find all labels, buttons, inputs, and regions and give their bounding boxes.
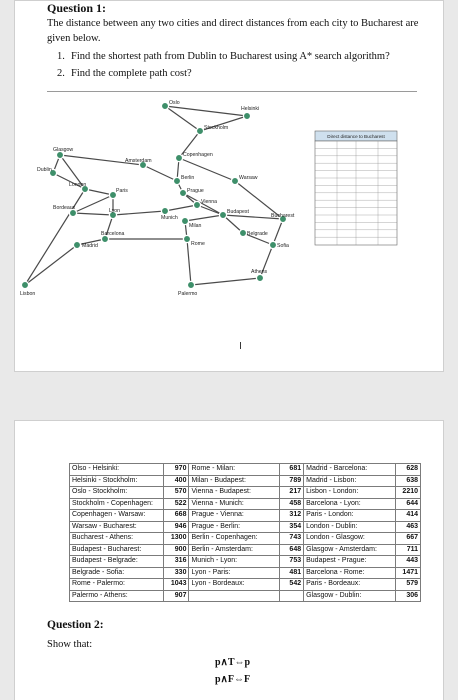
city-label-milan: Milan	[189, 223, 202, 229]
city-node-oslo	[161, 102, 168, 109]
route-cell: Oslo - Stockholm:	[70, 487, 164, 499]
route-cell: Barcelona - Lyon:	[304, 498, 396, 510]
city-node-budapest	[219, 211, 226, 218]
road-milan-budapest	[185, 215, 223, 221]
table-row	[70, 567, 421, 579]
route-cell: Palermo - Athens:	[70, 590, 164, 602]
distance-cell: 753	[279, 556, 303, 568]
list-item: 1. Find the shortest path from Dublin to Bucharest using A* search algorithm?	[57, 51, 390, 62]
heuristic-legend-table	[315, 131, 397, 245]
route-cell	[189, 590, 279, 602]
distance-cell: 638	[395, 475, 420, 487]
distance-cell: 217	[279, 487, 303, 499]
distance-cell: 354	[279, 521, 303, 533]
route-cell: Budapest - Bucharest:	[70, 544, 164, 556]
formula-2: p∧F⇔F	[215, 674, 251, 685]
question-1-list	[57, 48, 390, 82]
route-cell: Glasgow - Dublin:	[304, 590, 396, 602]
route-cell: Madrid - Lisbon:	[304, 475, 396, 487]
route-cell: Paris - Bordeaux:	[304, 579, 396, 591]
city-label-sofia: Sofia	[277, 243, 289, 249]
city-node-copenhagen	[175, 154, 182, 161]
distance-cell	[279, 590, 303, 602]
question-1-title: Question 1:	[47, 1, 107, 15]
distance-cell: 312	[279, 510, 303, 522]
city-label-munich: Munich	[161, 215, 178, 221]
text-cursor-icon: I	[239, 341, 242, 352]
route-cell: Belgrade - Sofia:	[70, 567, 164, 579]
city-node-helsinki	[243, 112, 250, 119]
city-label-lisbon: Lisbon	[20, 291, 36, 297]
divider	[47, 91, 417, 92]
table-row	[70, 464, 421, 476]
distance-cell: 789	[279, 475, 303, 487]
city-label-bucharest: Bucharest	[271, 213, 295, 219]
city-label-bordeaux: Bordeaux	[53, 205, 76, 211]
distance-table	[69, 463, 421, 602]
city-label-warsaw: Warsaw	[239, 175, 258, 181]
distance-cell: 463	[395, 521, 420, 533]
city-label-palermo: Palermo	[178, 291, 198, 297]
distance-cell: 306	[395, 590, 420, 602]
road-madrid-lisbon	[25, 245, 77, 285]
question-2-card	[14, 420, 444, 700]
city-node-warsaw	[231, 177, 238, 184]
route-cell: Olso - Helsinki:	[70, 464, 164, 476]
city-label-amsterdam: Amsterdam	[125, 158, 152, 164]
route-cell: Rome - Palermo:	[70, 579, 164, 591]
road-palermo-athens	[191, 278, 260, 285]
distance-cell: 644	[395, 498, 420, 510]
city-label-vienna: Vienna	[201, 199, 218, 205]
route-cell: Barcelona - Rome:	[304, 567, 396, 579]
distance-cell: 681	[279, 464, 303, 476]
city-labels	[20, 100, 295, 297]
city-label-oslo: Oslo	[169, 100, 180, 106]
city-node-palermo	[187, 281, 194, 288]
city-node-berlin	[173, 177, 180, 184]
distance-cell: 900	[164, 544, 189, 556]
distance-cell: 946	[164, 521, 189, 533]
city-label-paris: Paris	[116, 188, 128, 194]
road-london-lisbon	[25, 189, 85, 285]
table-row	[70, 544, 421, 556]
list-item: 2. Find the complete path cost?	[57, 68, 192, 79]
question-2-title: Question 2:	[47, 619, 104, 631]
city-node-sofia	[269, 241, 276, 248]
city-node-belgrade	[239, 229, 246, 236]
route-cell: Vienna - Munich:	[189, 498, 279, 510]
distance-cell: 648	[279, 544, 303, 556]
route-cell: Madrid - Barcelona:	[304, 464, 396, 476]
distance-cell: 628	[395, 464, 420, 476]
road-vienna-munich	[165, 205, 197, 211]
route-cell: London - Dublin:	[304, 521, 396, 533]
city-label-berlin: Berlin	[181, 175, 195, 181]
city-label-helsinki: Helsinki	[241, 106, 260, 112]
table-row	[70, 475, 421, 487]
route-cell: Budapest - Prague:	[304, 556, 396, 568]
distance-cell: 330	[164, 567, 189, 579]
distance-cell: 2210	[395, 487, 420, 499]
distance-cell: 570	[164, 487, 189, 499]
city-label-copenhagen: Copenhagen	[183, 152, 213, 158]
distance-table-wrapper	[69, 463, 421, 602]
route-cell: Berlin - Copenhagen:	[189, 533, 279, 545]
table-row	[70, 510, 421, 522]
city-node-vienna	[193, 201, 200, 208]
distance-cell: 542	[279, 579, 303, 591]
city-label-london: London	[69, 182, 87, 188]
legend-title: Direct distance to Bucharest	[327, 134, 385, 139]
route-cell: Copenhagen - Warsaw:	[70, 510, 164, 522]
city-node-milan	[181, 217, 188, 224]
route-cell: London - Glasgow:	[304, 533, 396, 545]
distance-cell: 1043	[164, 579, 189, 591]
city-label-lyon: Lyon	[109, 208, 121, 214]
formula-1: p∧T⇔p	[215, 657, 251, 668]
table-row	[70, 579, 421, 591]
distance-cell: 711	[395, 544, 420, 556]
city-node-madrid	[73, 241, 80, 248]
route-cell: Lyon - Paris:	[189, 567, 279, 579]
city-label-glasgow: Glasgow	[53, 147, 74, 153]
route-cell: Munich - Lyon:	[189, 556, 279, 568]
distance-cell: 400	[164, 475, 189, 487]
city-label-madrid: Madrid	[82, 243, 98, 249]
distance-cell: 414	[395, 510, 420, 522]
distance-cell: 579	[395, 579, 420, 591]
city-label-athens: Athens	[251, 269, 268, 275]
distance-cell: 1471	[395, 567, 420, 579]
route-cell: Warsaw - Bucharest:	[70, 521, 164, 533]
city-node-athens	[256, 274, 263, 281]
city-node-rome	[183, 235, 190, 242]
question-1-description: The distance between any two cities and direct distances from each city to Bucharest are given below.	[47, 18, 419, 44]
route-cell: Berlin - Amsterdam:	[189, 544, 279, 556]
road-lyon-bordeaux	[73, 213, 113, 215]
distance-cell: 316	[164, 556, 189, 568]
road-berlin-amsterdam	[143, 165, 177, 181]
question-2-text: Show that:	[47, 639, 93, 650]
city-label-dublin: Dublin	[37, 167, 52, 173]
route-cell: Lisbon - London:	[304, 487, 396, 499]
route-cell: Prague - Vienna:	[189, 510, 279, 522]
route-cell: Bucharest - Athens:	[70, 533, 164, 545]
distance-cell: 481	[279, 567, 303, 579]
route-cell: Glasgow - Amsterdam:	[304, 544, 396, 556]
route-cell: Rome - Milan:	[189, 464, 279, 476]
table-row	[70, 487, 421, 499]
city-node-prague	[179, 189, 186, 196]
route-cell: Helsinki - Stockholm:	[70, 475, 164, 487]
table-row	[70, 498, 421, 510]
city-node-munich	[161, 207, 168, 214]
city-label-rome: Rome	[191, 241, 205, 247]
table-row	[70, 590, 421, 602]
route-cell: Vienna - Budapest:	[189, 487, 279, 499]
route-cell: Lyon - Bordeaux:	[189, 579, 279, 591]
distance-cell: 1300	[164, 533, 189, 545]
city-nodes	[21, 102, 286, 288]
table-row	[70, 556, 421, 568]
question-1-card	[14, 0, 444, 372]
distance-cell: 522	[164, 498, 189, 510]
roads	[25, 106, 283, 285]
table-row	[70, 533, 421, 545]
distance-cell: 443	[395, 556, 420, 568]
route-cell: Prague - Berlin:	[189, 521, 279, 533]
route-cell: Paris - London:	[304, 510, 396, 522]
road-london-paris	[85, 189, 113, 195]
city-label-budapest: Budapest	[227, 209, 249, 215]
route-cell: Budapest - Belgrade:	[70, 556, 164, 568]
city-node-lisbon	[21, 281, 28, 288]
distance-cell: 907	[164, 590, 189, 602]
city-label-barcelona: Barcelona	[101, 231, 125, 237]
distance-cell: 970	[164, 464, 189, 476]
city-label-stockholm: Stockholm	[204, 125, 229, 131]
europe-city-map	[15, 93, 445, 313]
distance-cell: 668	[164, 510, 189, 522]
distance-cell: 667	[395, 533, 420, 545]
route-cell: Stockholm - Copenhagen:	[70, 498, 164, 510]
route-cell: Milan - Budapest:	[189, 475, 279, 487]
distance-cell: 743	[279, 533, 303, 545]
distance-cell: 458	[279, 498, 303, 510]
city-node-stockholm	[196, 127, 203, 134]
table-row	[70, 521, 421, 533]
road-lyon-munich	[113, 211, 165, 215]
city-label-belgrade: Belgrade	[247, 231, 268, 237]
city-label-prague: Prague	[187, 188, 204, 194]
